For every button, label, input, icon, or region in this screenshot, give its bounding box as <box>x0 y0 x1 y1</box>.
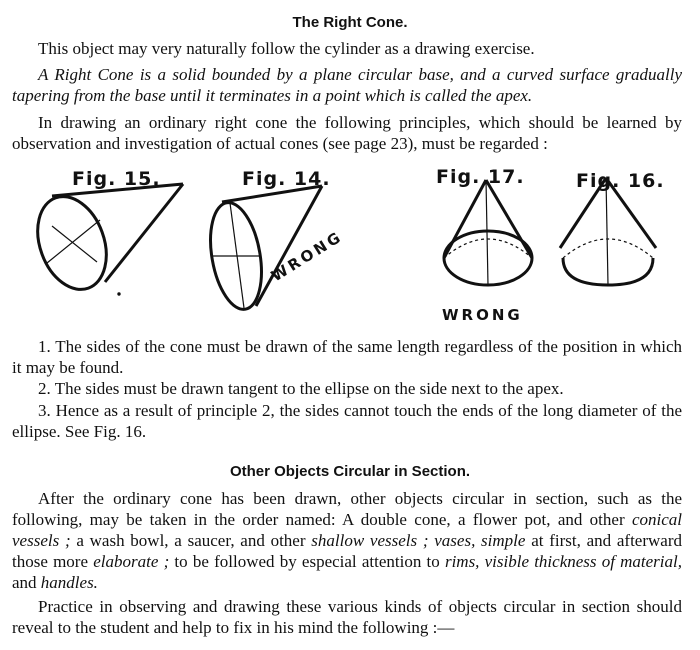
principle-3: 3. Hence as a result of principle 2, the sides cannot touch the ends of the long diameter of the ellipse. See Fig. 16. <box>12 401 682 441</box>
fig-15-label: Fig. 15. <box>72 168 161 190</box>
cone-figures <box>0 160 700 330</box>
cone-definition: A Right Cone is a solid bounded by a plane circular base, and a curved surface gradually tapering from the base until it terminates in a point which is called the apex. <box>12 65 682 105</box>
fig-16-label: Fig. 16. <box>576 170 665 192</box>
section-2-title: Other Objects Circular in Section. <box>229 463 471 480</box>
fig-14-wrong-label: WRONG <box>268 227 346 286</box>
para3-text-5: and <box>12 573 41 592</box>
principle-2: 2. The sides must be drawn tangent to the ellipse on the side next to the apex. <box>38 379 564 398</box>
fig-14-label: Fig. 14. <box>242 168 331 190</box>
closing-paragraph: Practice in observing and drawing these various kinds of objects circular in section should reveal to the student and help to fix in his mind the following :— <box>12 597 682 637</box>
para3-text-2: a wash bowl, a saucer, and other <box>70 531 312 550</box>
fig-15-cone-drawing <box>26 184 183 299</box>
para3-italic-2: shallow vessels ; vases, simple <box>311 531 526 550</box>
principles-intro: In drawing an ordinary right cone the following principles, which should be learned by observation and investigation of actual cones (see page 23), must be regarded : <box>12 113 682 153</box>
para3-text-1: After the ordinary cone has been drawn, other objects circular in section, such as the following, may be taken in the order named: A double cone, a flower pot, and other <box>12 489 682 529</box>
para3-text-3: at first, and afterward those more <box>12 531 682 571</box>
para3-italic-5: handles. <box>40 573 98 592</box>
para3-italic-3: elaborate ; <box>93 552 170 571</box>
intro-paragraph: This object may very naturally follow the cylinder as a drawing exercise. <box>38 39 535 58</box>
para3-italic-1: conical vessels ; <box>12 510 682 550</box>
fig-17-cone-drawing <box>444 180 532 285</box>
para3-text-4: to be followed by especial attention to <box>169 552 445 571</box>
fig-16-cone-drawing <box>560 178 656 285</box>
other-objects-paragraph <box>12 488 682 593</box>
fig-17-label: Fig. 17. <box>436 166 525 188</box>
page-title: The Right Cone. <box>292 14 408 31</box>
fig-17-wrong-label: WRONG <box>442 306 523 324</box>
para3-italic-4: rims, visible thickness of material, <box>444 552 682 571</box>
principle-1: 1. The sides of the cone must be drawn of the same length regardless of the position in which it may be found. <box>12 337 682 377</box>
